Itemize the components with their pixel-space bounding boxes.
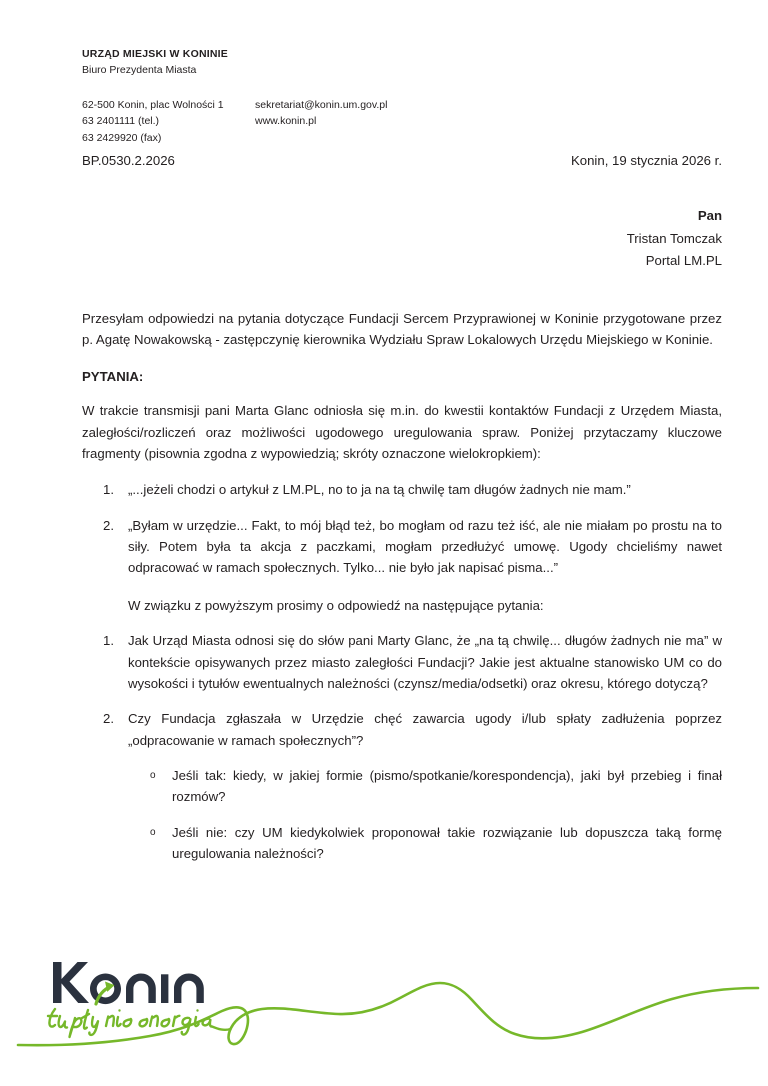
transition-paragraph: W związku z powyższym prosimy o odpowiedź na następujące pytania: xyxy=(128,597,544,613)
logo-letter-n-1 xyxy=(126,974,156,1004)
konin-logo xyxy=(48,962,231,1037)
organization-name: URZĄD MIEJSKI W KONINIE xyxy=(82,48,229,60)
addressee-organization: Portal LM.PL xyxy=(645,253,722,269)
logo-letter-n-2 xyxy=(174,974,204,1004)
addressee-name: Tristan Tomczak xyxy=(626,230,722,246)
logo-letter-i xyxy=(161,974,168,1003)
list-item xyxy=(128,822,722,865)
list-item xyxy=(82,630,722,694)
place-and-date: Konin, 19 stycznia 2026 r. xyxy=(570,153,722,168)
letterhead xyxy=(82,47,682,146)
list-item xyxy=(82,479,722,500)
sub-question-text: Jeśli tak: kiedy, w jakiej formie (pismo/spotkanie/korespondencja), jaki był przebieg i finał rozmów? xyxy=(172,768,722,805)
contact-column-online xyxy=(255,97,555,146)
logo-tagline xyxy=(48,1009,231,1037)
questions-list xyxy=(82,630,722,864)
department-name: Biuro Prezydenta Miasta xyxy=(82,64,197,77)
sub-list-marker: o xyxy=(150,826,156,838)
quote-text: „Byłam w urzędzie... Fakt, to mój błąd też, bo mogłam od razu też iść, ale nie miałam po prostu na to siły. Potem była ta akcja z paczkami, mogłam przedłużyć umowę. Ugody chcieliśmy nawet odpracować w ramach społecznych. Tylko... nie było jak napisać pisma...” xyxy=(128,517,722,576)
question-text: Czy Fundacja zgłaszała w Urzędzie chęć zawarcia ugody i/lub spłaty zadłużenia poprzez „odpracowanie w ramach społecznych”? xyxy=(128,711,722,748)
sub-question-text: Jeśli nie: czy UM kiedykolwiek proponował takie rozwiązanie lub dopuszcza taką formę uregulowania należności? xyxy=(172,824,722,862)
questions-heading: PYTANIA: xyxy=(82,368,144,384)
footer-graphic xyxy=(0,956,768,1086)
address-line: 62-500 Konin, plac Wolności 1 xyxy=(82,98,224,111)
reference-row xyxy=(82,153,722,168)
list-marker: 2. xyxy=(103,711,114,727)
list-marker: 2. xyxy=(103,517,114,533)
email-line: sekretariat@konin.um.gov.pl xyxy=(255,98,388,111)
sub-list-marker: o xyxy=(150,770,156,781)
quote-text: „...jeżeli chodzi o artykuł z LM.PL, no to ja na tą chwilę tam długów żadnych nie mam.” xyxy=(128,482,631,498)
question-text: Jak Urząd Miasta odnosi się do słów pani Marty Glanc, że „na tą chwilę... długów żadnych nie ma” w kontekście opisywanych przez miasto zaległości Fundacji? Jakie jest aktualne stanowisko UM co do wysokości i tytułów ewentualnych należności (czynsz/media/odsetki) oraz okresu, którego dotyczą? xyxy=(128,633,722,691)
sub-questions-list xyxy=(128,765,722,865)
list-item xyxy=(82,515,722,579)
contact-block xyxy=(82,97,682,146)
letter-body xyxy=(82,308,722,879)
footer xyxy=(0,956,768,1086)
website-line: www.konin.pl xyxy=(255,115,317,128)
logo-letter-k xyxy=(53,962,89,1003)
addressee-block xyxy=(82,205,722,273)
addressee-salutation: Pan xyxy=(697,208,722,223)
intro-paragraph: Przesyłam odpowiedzi na pytania dotyczące Fundacji Sercem Przyprawionej w Koninie przygotowane przez p. Agatę Nowakowską - zastępczynię kierownika Wydziału Spraw Lokalowych Urzędu Miejskiego w Koninie. xyxy=(82,311,722,348)
fax-line: 63 2429920 (fax) xyxy=(82,131,162,144)
list-item xyxy=(82,708,722,864)
context-paragraph: W trakcie transmisji pani Marta Glanc odniosła się m.in. do kwestii kontaktów Fundacji z Urzędem Miasta, zaległości/rozliczeń oraz możliwości ugodowego uregulowania spraw. Poniżej przytaczamy kluczowe fragmenty (pisownia zgodna z wypowiedzią; skróty oznaczone wielokropkiem): xyxy=(82,403,722,461)
contact-column-address xyxy=(82,97,255,146)
reference-number: BP.0530.2.2026 xyxy=(82,153,175,168)
list-marker: 1. xyxy=(103,482,114,498)
quotes-list xyxy=(82,479,722,579)
list-marker: 1. xyxy=(103,633,114,649)
phone-line: 63 2401111 (tel.) xyxy=(82,115,160,128)
list-item xyxy=(128,765,722,808)
